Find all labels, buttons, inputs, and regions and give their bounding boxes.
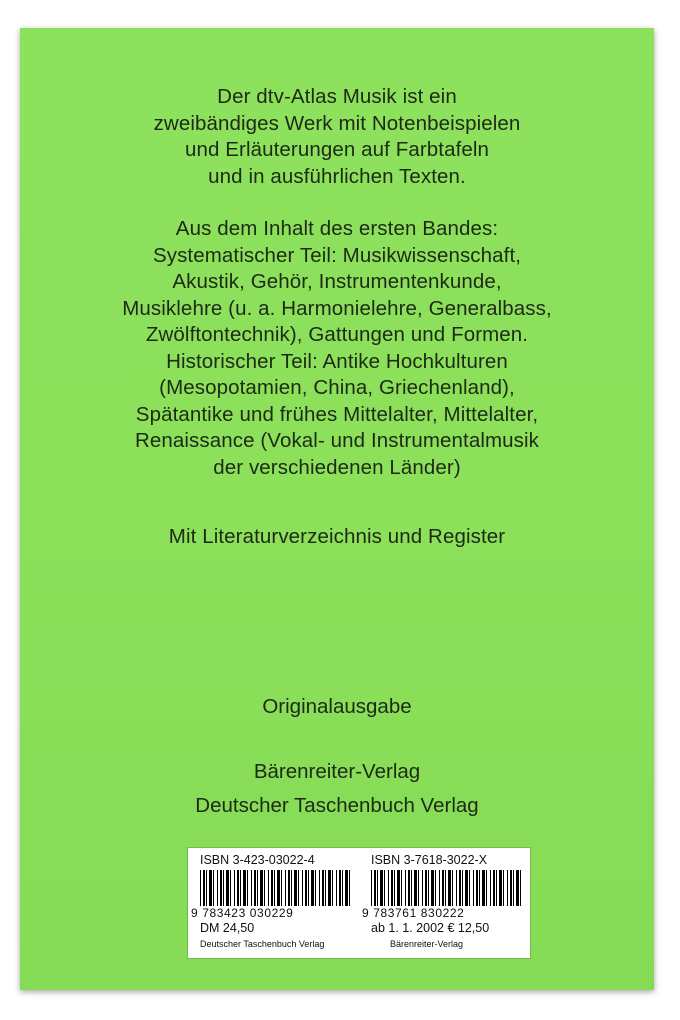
contents-line: Spätantike und frühes Mittelalter, Mittelalter,	[135, 402, 539, 426]
contents-line: Historischer Teil: Antike Hochkulturen	[166, 349, 508, 373]
extra-paragraph	[20, 524, 654, 551]
price-text: ab 1. 1. 2002 € 12,50	[371, 921, 490, 935]
intro-line: Der dtv-Atlas Musik ist ein	[217, 85, 457, 108]
book-back-cover	[20, 28, 654, 990]
intro-line: und in ausführlichen Texten.	[208, 164, 466, 188]
isbn-text: ISBN 3-7618-3022-X	[371, 853, 488, 867]
barcode-publisher: Bärenreiter-Verlag	[390, 939, 464, 949]
extra-line: Mit Literaturverzeichnis und Register	[168, 525, 506, 548]
barcode-bars	[371, 870, 521, 906]
intro-line: zweibändiges Werk mit Notenbeispielen	[153, 111, 521, 135]
barcode-digits: 9 783423 030229	[191, 906, 294, 920]
barcode-digits: 9 783761 830222	[362, 906, 465, 920]
contents-line: Aus dem Inhalt des ersten Bandes:	[175, 217, 499, 240]
contents-paragraph	[20, 216, 654, 481]
contents-line: Musiklehre (u. a. Harmonielehre, Generalbass,	[122, 296, 552, 320]
intro-paragraph	[20, 84, 654, 190]
barcode-bars	[200, 870, 350, 906]
intro-line: und Erläuterungen auf Farbtafeln	[184, 138, 490, 161]
contents-line: Renaissance (Vokal- und Instrumentalmusik	[134, 429, 540, 452]
contents-line: Zwölftontechnik), Gattungen und Formen.	[145, 323, 529, 346]
barcode-label	[188, 848, 530, 958]
isbn-text: ISBN 3-423-03022-4	[200, 853, 315, 867]
edition-label: Originalausgabe	[262, 695, 412, 718]
barcode-block-dtv	[191, 848, 357, 958]
contents-line: Systematischer Teil: Musikwissenschaft,	[152, 243, 522, 267]
contents-line: Akustik, Gehör, Instrumentenkunde,	[172, 270, 502, 293]
barcode-block-baerenreiter	[362, 848, 528, 958]
contents-line: der verschiedenen Länder)	[213, 455, 461, 479]
barcode-publisher: Deutscher Taschenbuch Verlag	[200, 939, 325, 949]
publisher-dtv: Deutscher Taschenbuch Verlag	[195, 794, 479, 817]
contents-line: (Mesopotamien, China, Griechenland),	[159, 376, 515, 399]
price-text: DM 24,50	[200, 921, 255, 935]
publisher-baerenreiter: Bärenreiter-Verlag	[253, 760, 421, 783]
